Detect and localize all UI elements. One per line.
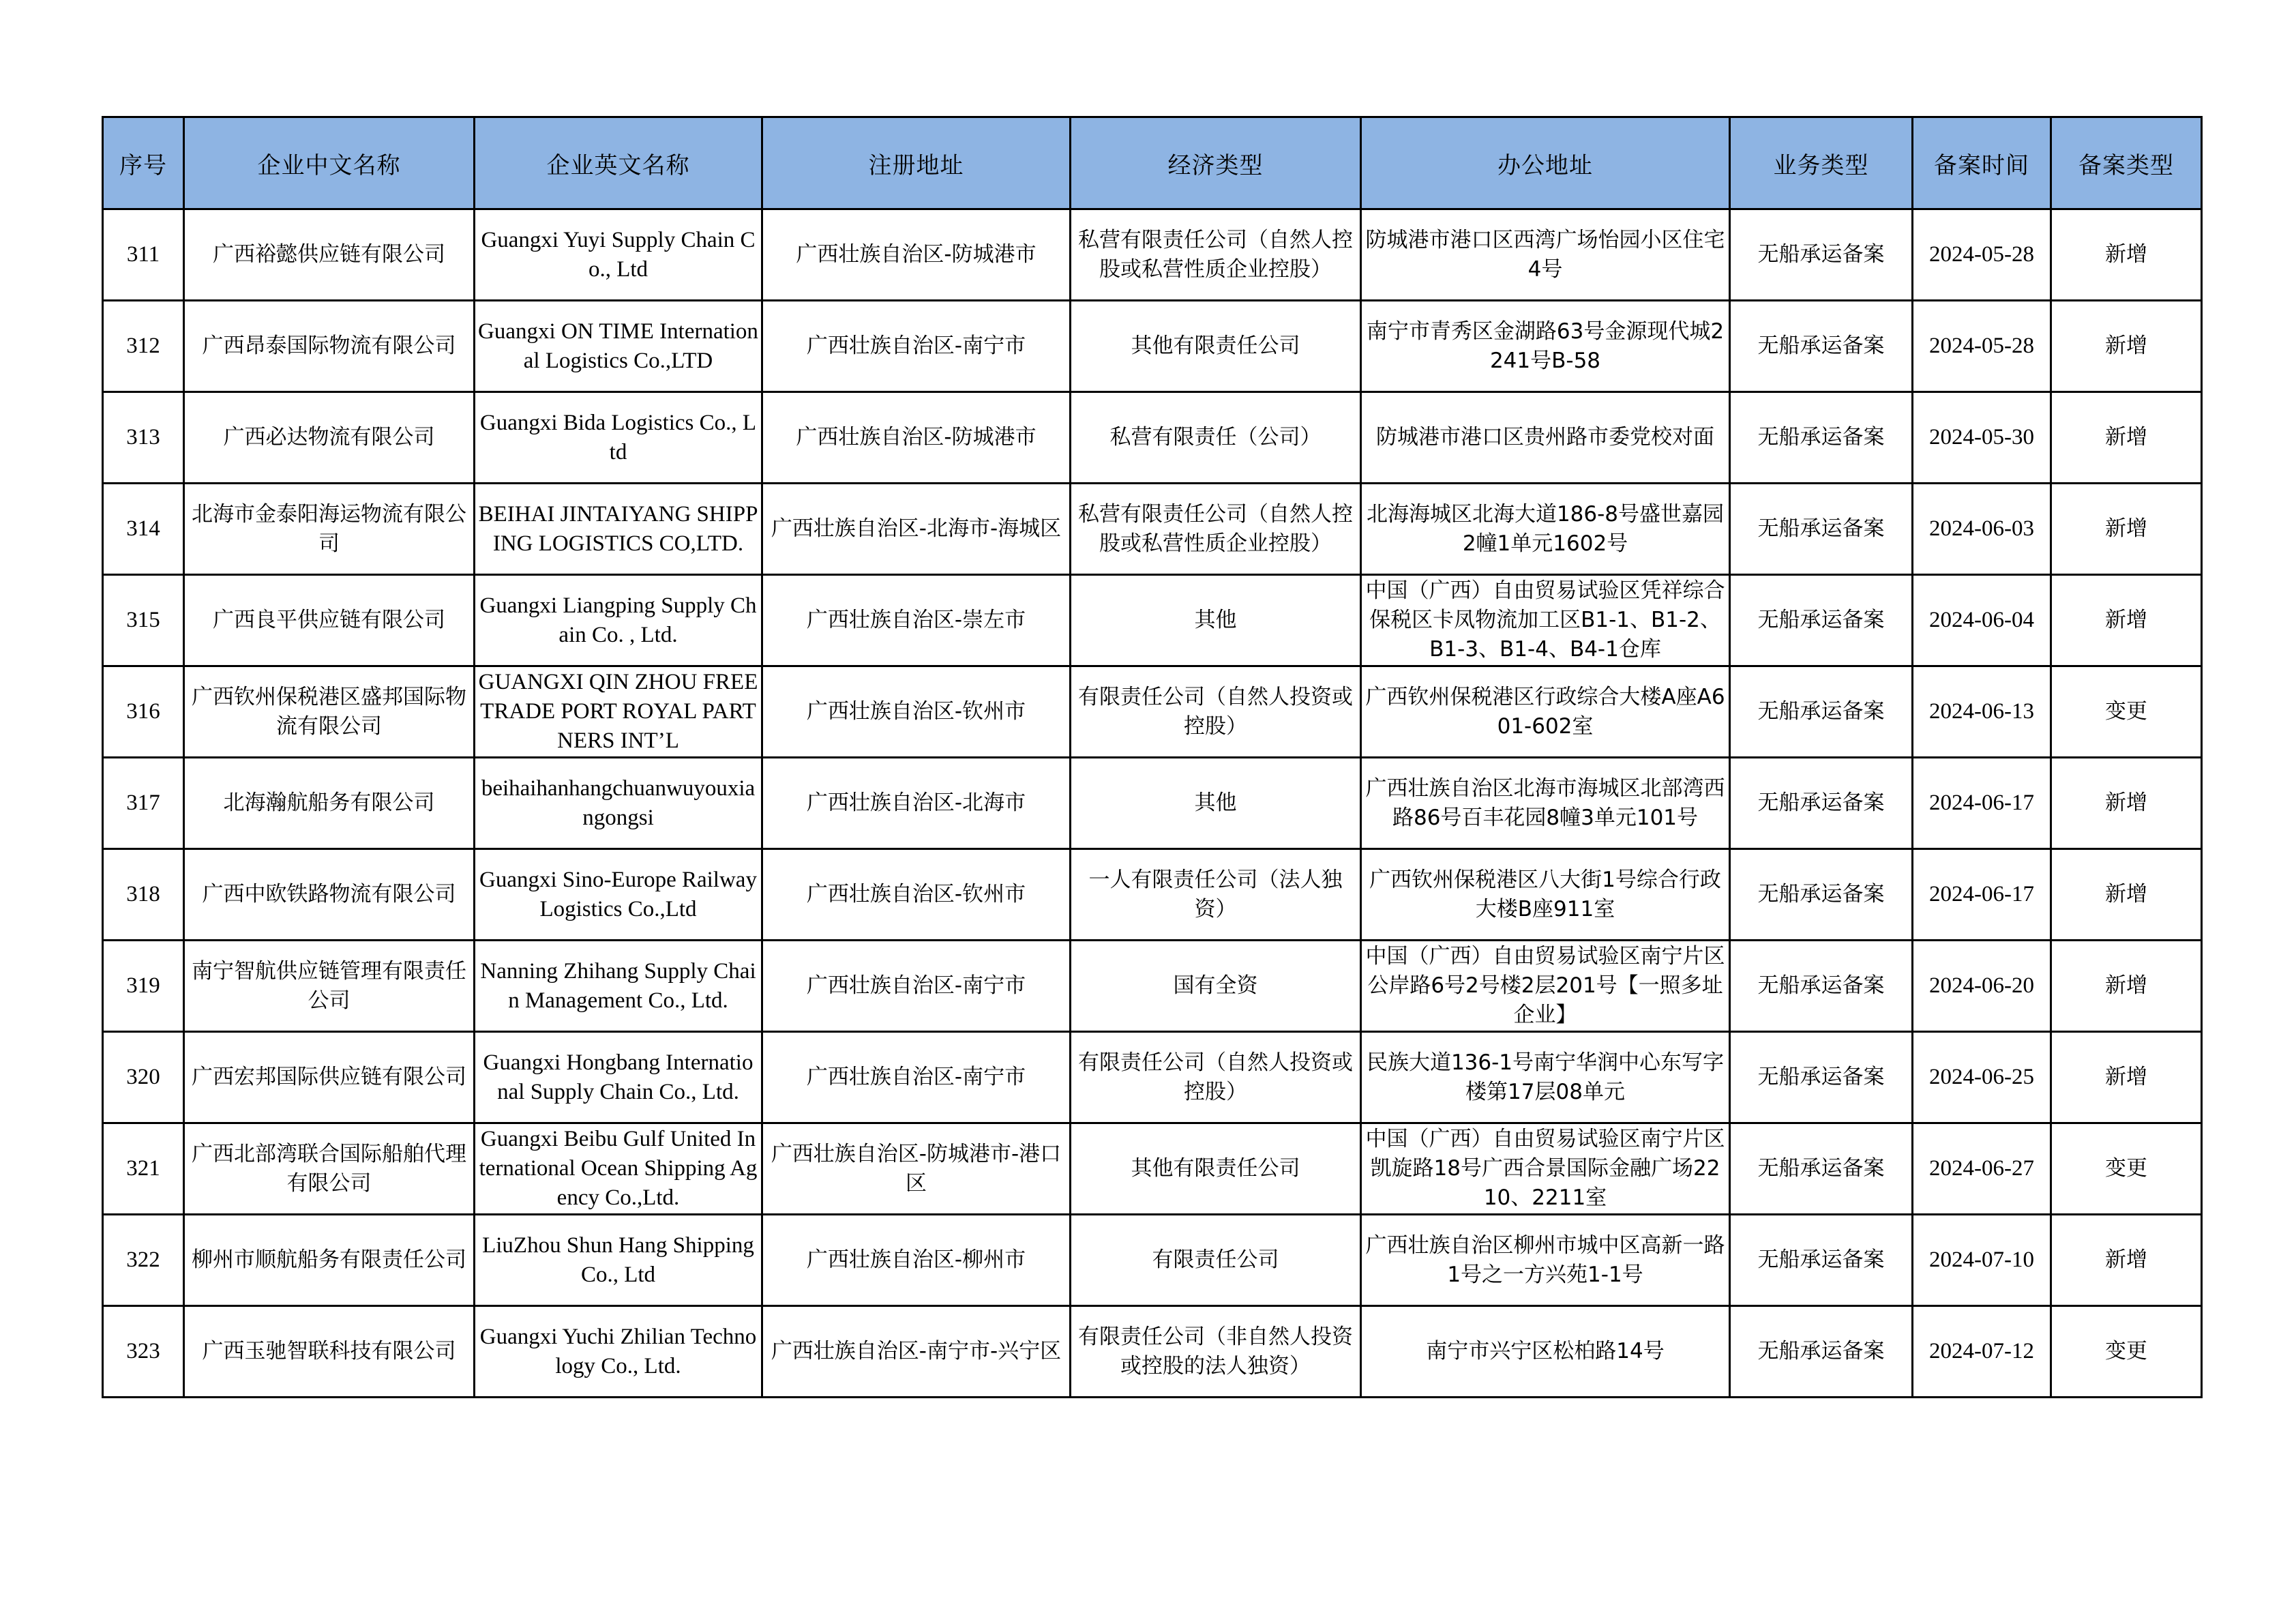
cell-record-type: 新增	[2051, 1032, 2202, 1123]
header-cn-name: 企业中文名称	[184, 117, 475, 209]
cell-biz-type: 无船承运备案	[1730, 1032, 1913, 1123]
cell-cn-name: 广西必达物流有限公司	[184, 392, 475, 484]
cell-biz-type: 无船承运备案	[1730, 392, 1913, 484]
cell-cn-name: 北海市金泰阳海运物流有限公司	[184, 484, 475, 575]
cell-biz-type: 无船承运备案	[1730, 484, 1913, 575]
cell-record-type: 新增	[2051, 1215, 2202, 1306]
cell-biz-type: 无船承运备案	[1730, 301, 1913, 392]
table-row	[103, 849, 2202, 941]
cell-serial-no: 311	[103, 209, 184, 301]
cell-serial-no: 322	[103, 1215, 184, 1306]
cell-reg-address: 广西壮族自治区-南宁市-兴宁区	[762, 1306, 1071, 1398]
cell-office-address: 民族大道136-1号南宁华润中心东写字楼第17层08单元	[1361, 1032, 1730, 1123]
cell-econ-type: 其他有限责任公司	[1071, 1123, 1361, 1215]
cell-record-type: 新增	[2051, 575, 2202, 666]
cell-serial-no: 321	[103, 1123, 184, 1215]
cell-reg-address: 广西壮族自治区-南宁市	[762, 1032, 1071, 1123]
cell-reg-address: 广西壮族自治区-防城港市	[762, 209, 1071, 301]
cell-en-name: BEIHAI JINTAIYANG SHIPPING LOGISTICS CO,LTD.	[475, 484, 762, 575]
cell-office-address: 防城港市港口区西湾广场怡园小区住宅4号	[1361, 209, 1730, 301]
cell-econ-type: 私营有限责任（公司）	[1071, 392, 1361, 484]
cell-serial-no: 318	[103, 849, 184, 941]
cell-reg-address: 广西壮族自治区-防城港市-港口区	[762, 1123, 1071, 1215]
header-office-address: 办公地址	[1361, 117, 1730, 209]
cell-office-address: 广西钦州保税港区八大街1号综合行政大楼B座911室	[1361, 849, 1730, 941]
cell-cn-name: 广西玉驰智联科技有限公司	[184, 1306, 475, 1398]
cell-record-type: 变更	[2051, 666, 2202, 758]
cell-office-address: 广西钦州保税港区行政综合大楼A座A601-602室	[1361, 666, 1730, 758]
table-row	[103, 1032, 2202, 1123]
cell-record-date: 2024-06-03	[1913, 484, 2051, 575]
cell-cn-name: 广西钦州保税港区盛邦国际物流有限公司	[184, 666, 475, 758]
cell-reg-address: 广西壮族自治区-北海市	[762, 758, 1071, 849]
cell-record-type: 新增	[2051, 941, 2202, 1032]
table-row	[103, 666, 2202, 758]
cell-record-type: 新增	[2051, 849, 2202, 941]
cell-biz-type: 无船承运备案	[1730, 758, 1913, 849]
cell-reg-address: 广西壮族自治区-北海市-海城区	[762, 484, 1071, 575]
cell-record-date: 2024-05-28	[1913, 209, 2051, 301]
cell-cn-name: 柳州市顺航船务有限责任公司	[184, 1215, 475, 1306]
cell-cn-name: 广西北部湾联合国际船舶代理有限公司	[184, 1123, 475, 1215]
header-record-date: 备案时间	[1913, 117, 2051, 209]
cell-serial-no: 317	[103, 758, 184, 849]
cell-record-date: 2024-06-04	[1913, 575, 2051, 666]
cell-reg-address: 广西壮族自治区-南宁市	[762, 301, 1071, 392]
cell-office-address: 防城港市港口区贵州路市委党校对面	[1361, 392, 1730, 484]
cell-reg-address: 广西壮族自治区-崇左市	[762, 575, 1071, 666]
table-row	[103, 1215, 2202, 1306]
cell-cn-name: 广西良平供应链有限公司	[184, 575, 475, 666]
cell-serial-no: 312	[103, 301, 184, 392]
table-row	[103, 301, 2202, 392]
cell-record-date: 2024-07-10	[1913, 1215, 2051, 1306]
table-row	[103, 1123, 2202, 1215]
cell-record-type: 新增	[2051, 301, 2202, 392]
cell-record-date: 2024-06-25	[1913, 1032, 2051, 1123]
cell-cn-name: 南宁智航供应链管理有限责任公司	[184, 941, 475, 1032]
cell-record-type: 新增	[2051, 758, 2202, 849]
cell-reg-address: 广西壮族自治区-钦州市	[762, 849, 1071, 941]
cell-en-name: Nanning Zhihang Supply Chain Management Co., Ltd.	[475, 941, 762, 1032]
cell-econ-type: 有限责任公司	[1071, 1215, 1361, 1306]
cell-econ-type: 其他	[1071, 575, 1361, 666]
cell-cn-name: 广西中欧铁路物流有限公司	[184, 849, 475, 941]
cell-en-name: LiuZhou Shun Hang Shipping Co., Ltd	[475, 1215, 762, 1306]
cell-office-address: 南宁市青秀区金湖路63号金源现代城2241号B-58	[1361, 301, 1730, 392]
cell-econ-type: 一人有限责任公司（法人独资）	[1071, 849, 1361, 941]
table-header	[103, 117, 2202, 209]
cell-record-type: 新增	[2051, 392, 2202, 484]
table-row	[103, 392, 2202, 484]
cell-en-name: Guangxi Beibu Gulf United International Ocean Shipping Agency Co.,Ltd.	[475, 1123, 762, 1215]
records-table	[102, 116, 2203, 1398]
header-reg-address: 注册地址	[762, 117, 1071, 209]
cell-record-date: 2024-06-17	[1913, 849, 2051, 941]
cell-record-date: 2024-05-30	[1913, 392, 2051, 484]
cell-record-date: 2024-07-12	[1913, 1306, 2051, 1398]
cell-reg-address: 广西壮族自治区-南宁市	[762, 941, 1071, 1032]
cell-en-name: Guangxi Bida Logistics Co., Ltd	[475, 392, 762, 484]
cell-cn-name: 广西宏邦国际供应链有限公司	[184, 1032, 475, 1123]
cell-serial-no: 323	[103, 1306, 184, 1398]
cell-econ-type: 有限责任公司（非自然人投资或控股的法人独资）	[1071, 1306, 1361, 1398]
cell-record-date: 2024-05-28	[1913, 301, 2051, 392]
cell-econ-type: 有限责任公司（自然人投资或控股）	[1071, 666, 1361, 758]
cell-record-type: 变更	[2051, 1306, 2202, 1398]
cell-reg-address: 广西壮族自治区-防城港市	[762, 392, 1071, 484]
cell-record-type: 新增	[2051, 209, 2202, 301]
cell-biz-type: 无船承运备案	[1730, 1306, 1913, 1398]
cell-biz-type: 无船承运备案	[1730, 941, 1913, 1032]
cell-biz-type: 无船承运备案	[1730, 666, 1913, 758]
cell-office-address: 中国（广西）自由贸易试验区南宁片区凯旋路18号广西合景国际金融广场2210、2211室	[1361, 1123, 1730, 1215]
table-body	[103, 209, 2202, 1398]
cell-en-name: GUANGXI QIN ZHOU FREE TRADE PORT ROYAL PARTNERS INT’L	[475, 666, 762, 758]
cell-cn-name: 北海瀚航船务有限公司	[184, 758, 475, 849]
table-row	[103, 575, 2202, 666]
header-row	[103, 117, 2202, 209]
table-row	[103, 758, 2202, 849]
cell-en-name: Guangxi Hongbang International Supply Chain Co., Ltd.	[475, 1032, 762, 1123]
cell-serial-no: 314	[103, 484, 184, 575]
cell-serial-no: 316	[103, 666, 184, 758]
table-row	[103, 1306, 2202, 1398]
cell-econ-type: 有限责任公司（自然人投资或控股）	[1071, 1032, 1361, 1123]
cell-office-address: 广西壮族自治区北海市海城区北部湾西路86号百丰花园8幢3单元101号	[1361, 758, 1730, 849]
cell-en-name: Guangxi Sino-Europe Railway Logistics Co.,Ltd	[475, 849, 762, 941]
header-econ-type: 经济类型	[1071, 117, 1361, 209]
cell-en-name: Guangxi ON TIME International Logistics Co.,LTD	[475, 301, 762, 392]
cell-biz-type: 无船承运备案	[1730, 1123, 1913, 1215]
cell-record-date: 2024-06-13	[1913, 666, 2051, 758]
cell-record-type: 新增	[2051, 484, 2202, 575]
cell-record-type: 变更	[2051, 1123, 2202, 1215]
cell-office-address: 南宁市兴宁区松柏路14号	[1361, 1306, 1730, 1398]
cell-serial-no: 315	[103, 575, 184, 666]
header-en-name: 企业英文名称	[475, 117, 762, 209]
table-row	[103, 209, 2202, 301]
cell-reg-address: 广西壮族自治区-钦州市	[762, 666, 1071, 758]
cell-en-name: Guangxi Yuchi Zhilian Technology Co., Ltd.	[475, 1306, 762, 1398]
header-record-type: 备案类型	[2051, 117, 2202, 209]
cell-reg-address: 广西壮族自治区-柳州市	[762, 1215, 1071, 1306]
cell-en-name: beihaihanhangchuanwuyouxiangongsi	[475, 758, 762, 849]
cell-record-date: 2024-06-17	[1913, 758, 2051, 849]
cell-biz-type: 无船承运备案	[1730, 575, 1913, 666]
table-row	[103, 484, 2202, 575]
cell-office-address: 广西壮族自治区柳州市城中区高新一路1号之一方兴苑1-1号	[1361, 1215, 1730, 1306]
cell-biz-type: 无船承运备案	[1730, 849, 1913, 941]
cell-serial-no: 319	[103, 941, 184, 1032]
cell-serial-no: 313	[103, 392, 184, 484]
cell-econ-type: 其他有限责任公司	[1071, 301, 1361, 392]
header-biz-type: 业务类型	[1730, 117, 1913, 209]
header-serial-no: 序号	[103, 117, 184, 209]
cell-cn-name: 广西裕懿供应链有限公司	[184, 209, 475, 301]
cell-econ-type: 私营有限责任公司（自然人控股或私营性质企业控股）	[1071, 209, 1361, 301]
cell-record-date: 2024-06-27	[1913, 1123, 2051, 1215]
cell-cn-name: 广西昂泰国际物流有限公司	[184, 301, 475, 392]
cell-econ-type: 国有全资	[1071, 941, 1361, 1032]
cell-econ-type: 私营有限责任公司（自然人控股或私营性质企业控股）	[1071, 484, 1361, 575]
table-row	[103, 941, 2202, 1032]
cell-office-address: 中国（广西）自由贸易试验区南宁片区公岸路6号2号楼2层201号【一照多址企业】	[1361, 941, 1730, 1032]
cell-record-date: 2024-06-20	[1913, 941, 2051, 1032]
cell-biz-type: 无船承运备案	[1730, 209, 1913, 301]
cell-office-address: 中国（广西）自由贸易试验区凭祥综合保税区卡凤物流加工区B1-1、B1-2、B1-3、B1-4、B4-1仓库	[1361, 575, 1730, 666]
cell-econ-type: 其他	[1071, 758, 1361, 849]
cell-office-address: 北海海城区北海大道186-8号盛世嘉园2幢1单元1602号	[1361, 484, 1730, 575]
cell-serial-no: 320	[103, 1032, 184, 1123]
cell-biz-type: 无船承运备案	[1730, 1215, 1913, 1306]
cell-en-name: Guangxi Liangping Supply Chain Co. , Ltd.	[475, 575, 762, 666]
cell-en-name: Guangxi Yuyi Supply Chain Co., Ltd	[475, 209, 762, 301]
